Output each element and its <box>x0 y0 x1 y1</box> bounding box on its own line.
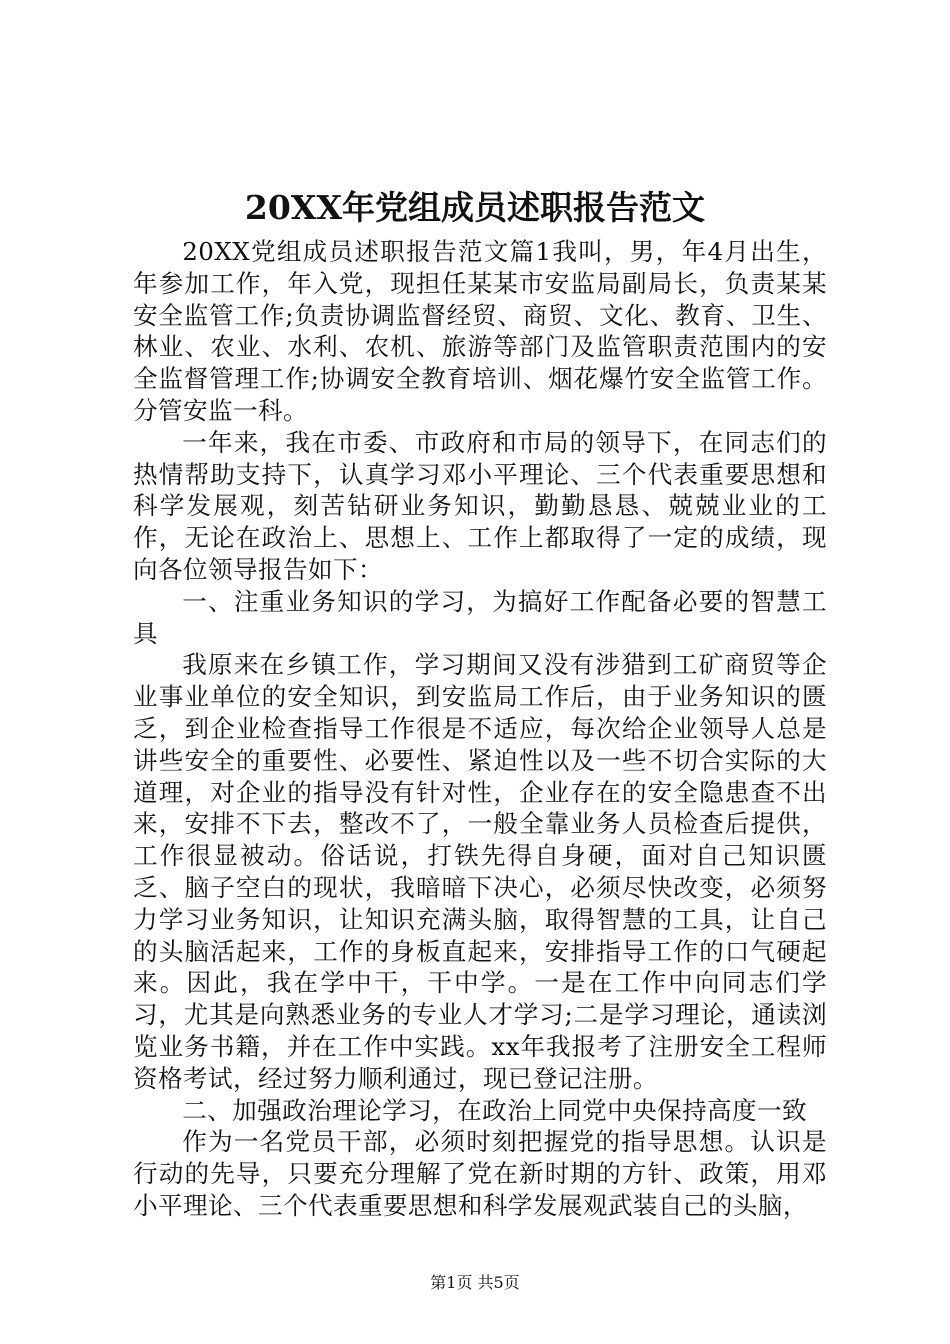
section-heading-2: 二、加强政治理论学习，在政治上同党中央保持高度一致 <box>182 1095 808 1125</box>
paragraph-overview: 一年来，我在市委、市政府和市局的领导下，在同志们的热情帮助支持下，认真学习邓小平理论、三个代表重要思想和科学发展观，刻苦钻研业务知识，勤勤恳恳、兢兢业业的工作，无论在政治上、思想上、工作上都取得了一定的成绩，现向各位领导报告如下： <box>133 427 827 584</box>
paragraph-intro: 20XX党组成员述职报告范文篇1我叫，男，年4月出生，年参加工作，年入党，现担任某某市安监局副局长，负责某某安全监管工作;负责协调监督经贸、商贸、文化、教育、卫生、林业、农业、水利、农机、旅游等部门及监管职责范围内的安全监督管理工作;协调安全教育培训、烟花爆竹安全监管工作。分管安监一科。 <box>133 237 827 425</box>
paragraph-section-2: 作为一名党员干部，必须时刻把握党的指导思想。认识是行动的先导，只要充分理解了党在新时期的方针、政策，用邓小平理论、三个代表重要思想和科学发展观武装自己的头脑， <box>133 1127 827 1220</box>
paragraph-section-1: 我原来在乡镇工作，学习期间又没有涉猎到工矿商贸等企业事业单位的安全知识，到安监局工作后，由于业务知识的匮乏，到企业检查指导工作很是不适应，每次给企业领导人总是讲些安全的重要性、必要性、紧迫性以及一些不切合实际的大道理，对企业的指导没有针对性，企业存在的安全隐患查不出来，安排不下去，整改不了，一般全靠业务人员检查后提供，工作很显被动。俗话说，打铁先得自身硬，面对自己知识匮乏、脑子空白的现状，我暗暗下决心，必须尽快改变，必须努力学习业务知识，让知识充满头脑，取得智慧的工具，让自己的头脑活起来，工作的身板直起来，安排指导工作的口气硬起来。因此，我在学中干，干中学。一是在工作中向同志们学习，尤其是向熟悉业务的专业人才学习;二是学习理论，通读浏览业务书籍，并在工作中实践。xx年我报考了注册安全工程师资格考试，经过努力顺利通过，现已登记注册。 <box>133 650 827 1093</box>
document-title: 20XX年党组成员述职报告范文 <box>244 188 706 227</box>
section-heading-1: 一、注重业务知识的学习，为搞好工作配备必要的智慧工具 <box>133 586 827 648</box>
page-footer: 第1页 共5页 <box>430 1273 520 1292</box>
document-body <box>133 236 827 1222</box>
